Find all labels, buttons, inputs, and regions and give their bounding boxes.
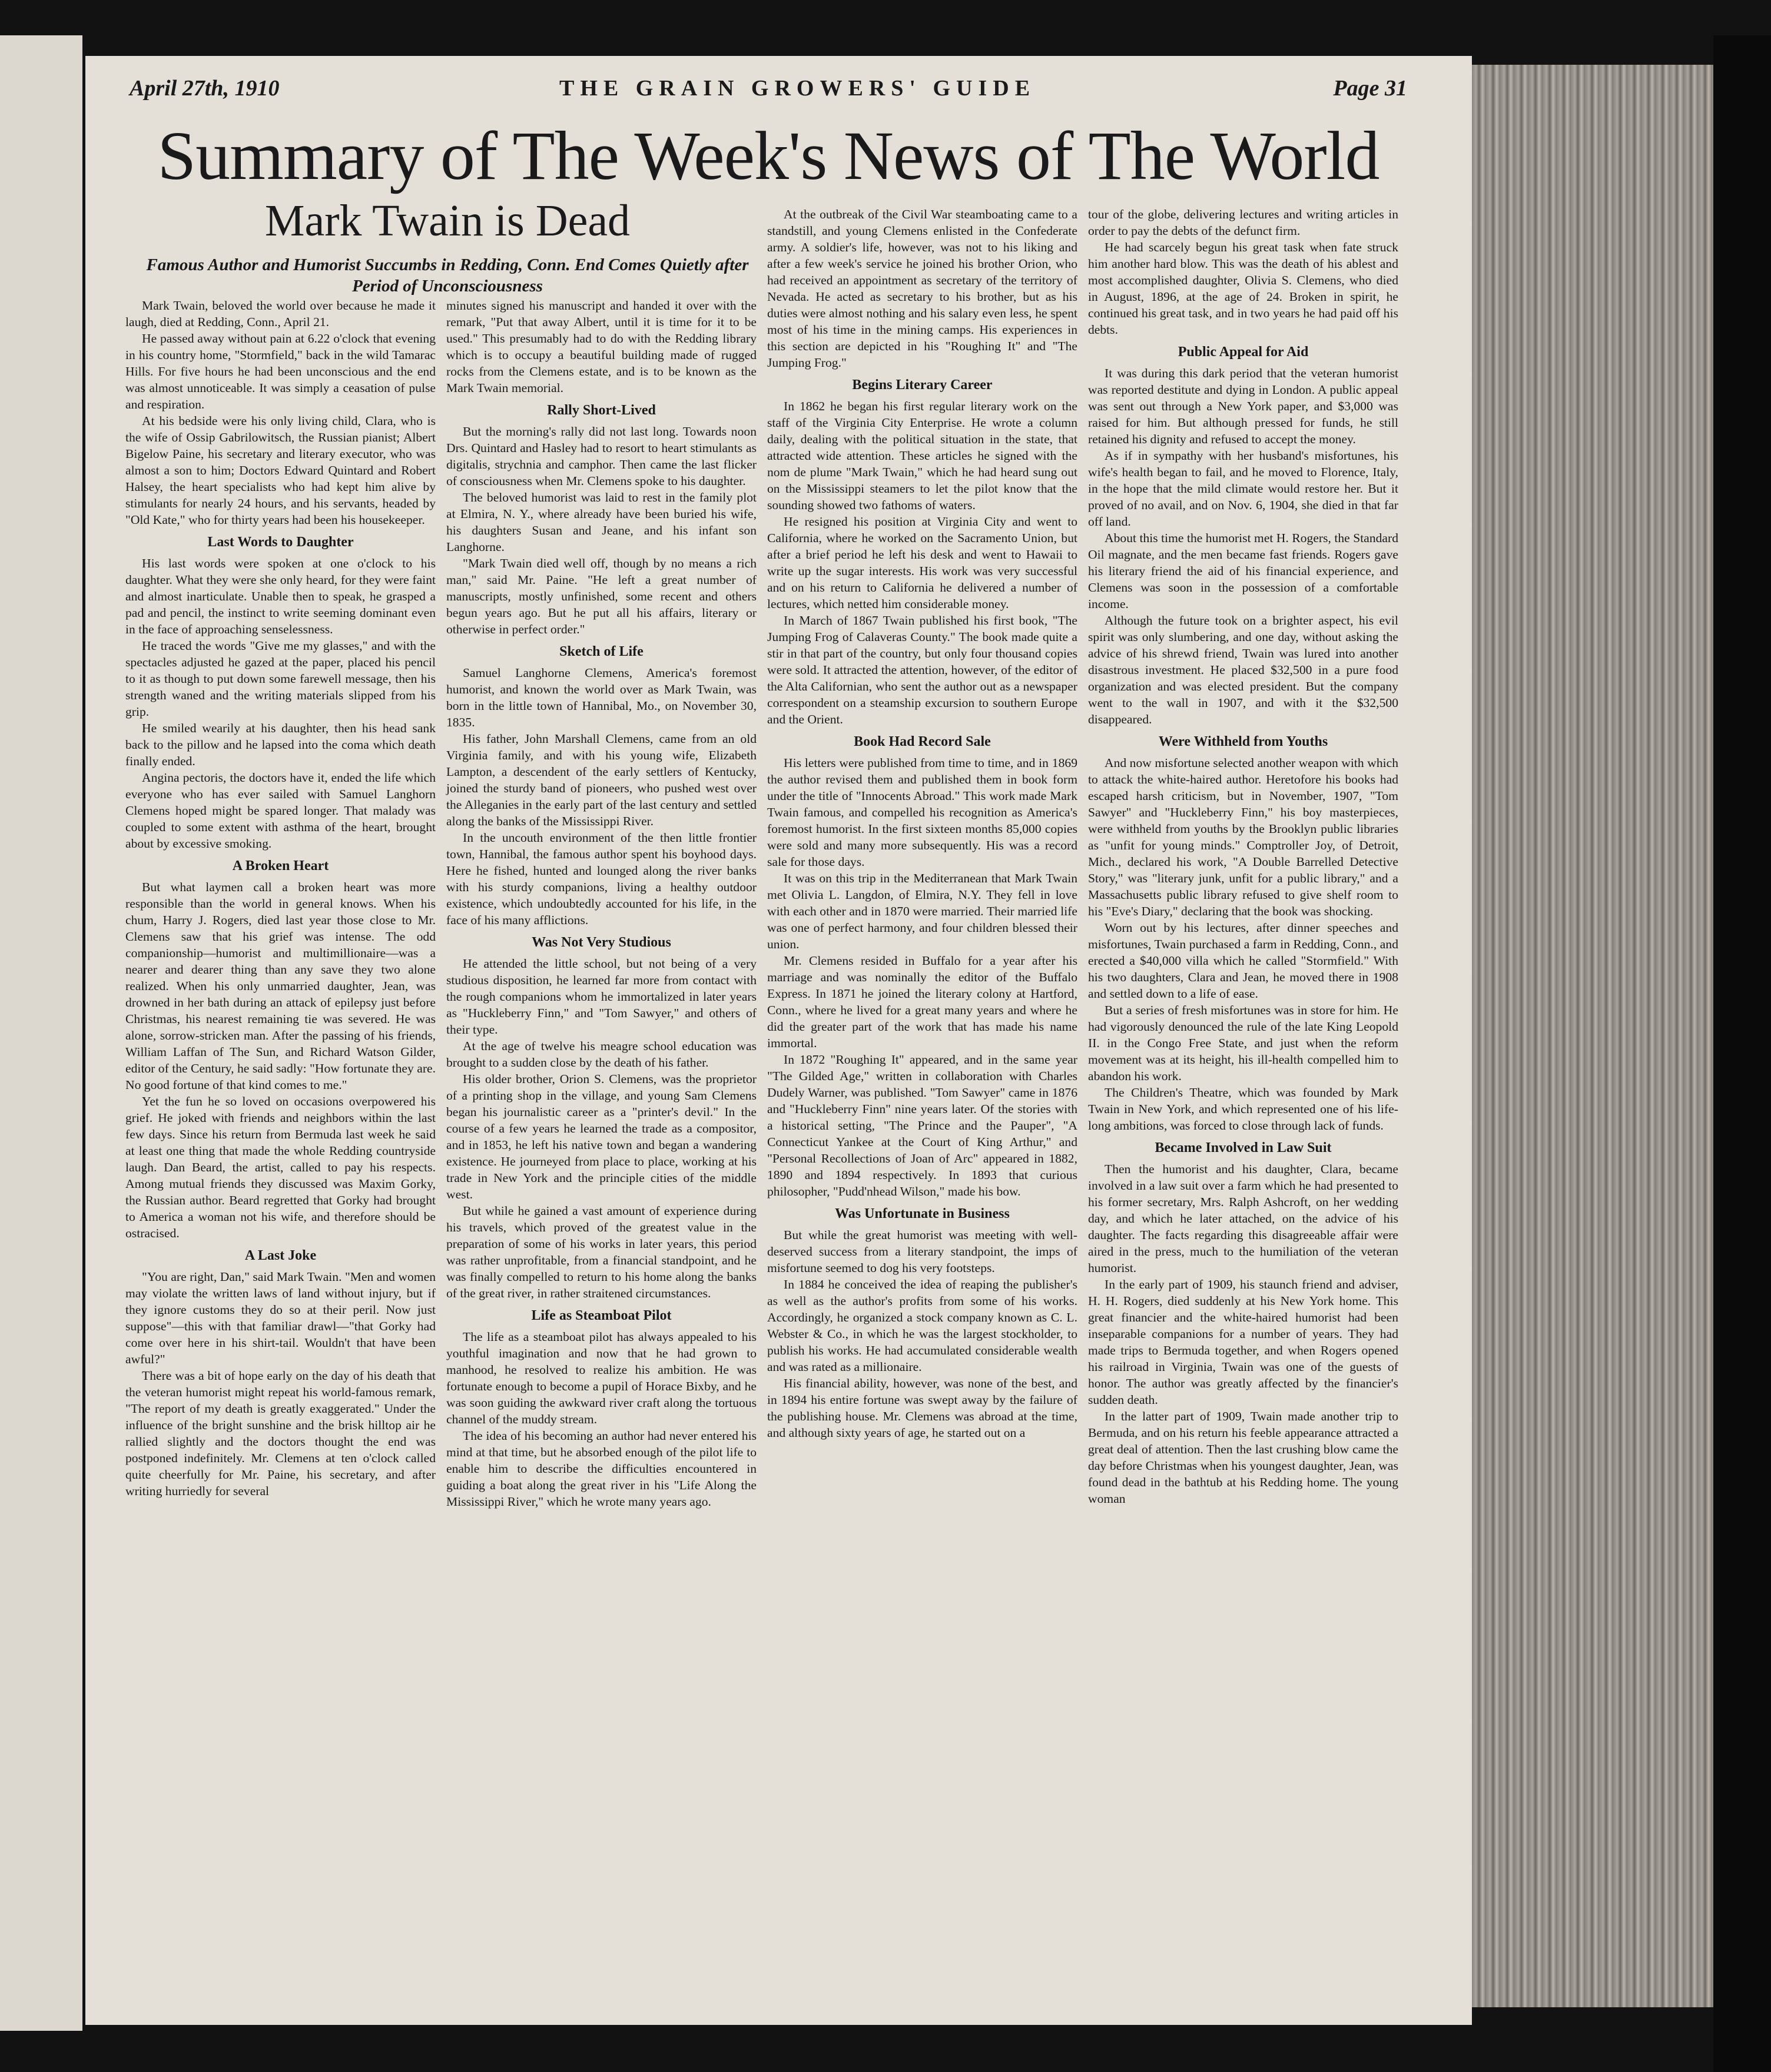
article-headline: Mark Twain is Dead (264, 196, 631, 245)
paragraph: He passed away without pain at 6.22 o'clock that evening in his country home, "Stormfield," back in the wild Tamarac Hills. For five hours he had been unconscious and the end was almost unnoticeable. It was simply a ceasation of pulse and respiration. (125, 331, 436, 411)
adjacent-page-edge (0, 35, 82, 2031)
paragraph: The beloved humorist was laid to rest in the family plot at Elmira, N. Y., where already have been buried his wife, his daughters Susan and Jeane, and his infant son Langhorne. (446, 490, 757, 554)
section-heading: Sketch of Life (559, 644, 644, 659)
paragraph: At the age of twelve his meagre school education was brought to a sudden close by the death of his father. (446, 1039, 757, 1070)
paragraph: But the morning's rally did not last long. Towards noon Drs. Quintard and Hasley had to resort to heart stimulants as digitalis, strychnia and camphor. Then came the last flicker of consciousness when Mr. Clemens spoke to his daughter. (446, 424, 757, 488)
paragraph: It was during this dark period that the veteran humorist was reported destitute and dying in London. A public appeal was sent out through a New York paper, and $3,000 was raised for him. But although pressed for funds, he still retained his dignity and refused to accept the money. (1088, 366, 1398, 446)
paragraph: Mr. Clemens resided in Buffalo for a year after his marriage and was nominally the editor of the Buffalo Express. In 1871 he joined the literary colony at Hartford, Conn., where he lived for a great many years and where he did the greater part of the work that has made his name immortal. (767, 954, 1077, 1050)
paragraph: At the outbreak of the Civil War steamboating came to a standstill, and young Clemens enlisted in the Confederate army. A soldier's life, however, was not to his liking and after a few week's service he joined his brother Orion, who had received an appointment as secretary of the territory of Nevada. He acted as secretary to his brother, but as his duties were almost nothing and his salary even less, he spent most of his time in the mining camps. His experiences in this section are depicted in his "Roughing It" and "The Jumping Frog." (767, 207, 1077, 370)
paragraph: At his bedside were his only living child, Clara, who is the wife of Ossip Gabrilowitsch, the Russian pianist; Albert Bigelow Paine, his secretary and literary executor, who was almost a son to him; Doctors Edward Quintard and Robert Halsey, the heart specialists who had kept him alive by stimulants for nearly 24 hours, and his servants, headed by "Old Kate," who for thirty years had been his housekeeper. (125, 414, 436, 527)
paragraph: Then the humorist and his daughter, Clara, became involved in a law suit over a farm which he had presented to his former secretary, Mrs. Ralph Ashcroft, on her wedding day, and which he later attached, on the advice of his daughter. The facts regarding this disagreeable affair were aired in the press, much to the humiliation of the veteran humorist. (1088, 1162, 1398, 1275)
paragraph: As if in sympathy with her husband's misfortunes, his wife's health began to fail, and he moved to Florence, Italy, in the hope that the mild climate would restore her. But it proved of no avail, and on Nov. 6, 1904, she died in that far off land. (1088, 449, 1398, 529)
paragraph: The idea of his becoming an author had never entered his mind at that time, but he absorbed enough of the pilot life to enable him to describe the difficulties encountered in guiding a boat along the great river in his "Life Along the Mississippi River," which he wrote many years ago. (446, 1429, 757, 1509)
section-heading: A Last Joke (244, 1248, 317, 1263)
text-column-2 (446, 297, 757, 1510)
header-date: April 27th, 1910 (130, 76, 280, 101)
paragraph: Yet the fun he so loved on occasions overpowered his grief. He joked with friends and neighbors within the last few days. Since his return from Bermuda last week he said at least one thing that made the whole Redding countryside laugh. Dan Beard, the artist, called to pay his respects. Among mutual friends they discussed was Maxim Gorky, the Russian author. Beard regretted that Gorky had brought to America a woman not his wife, and therefore should be ostracised. (125, 1094, 436, 1240)
paragraph: In 1872 "Roughing It" appeared, and in the same year "The Gilded Age," written in collaboration with Charles Dudely Warner, was published. "Tom Sawyer" came in 1876 and "Huckleberry Finn" nine years later. Of the stories with a historical setting, "The Prince and the Pauper", "A Connecticut Yankee at the Court of King Arthur," and "Personal Recollections of Joan of Arc" appeared in 1882, 1890 and 1894 respectively. In 1893 that curious philosopher, "Pudd'nhead Wilson," made his bow. (767, 1052, 1077, 1198)
running-header (130, 75, 1407, 111)
section-heading: Was Not Very Studious (532, 935, 671, 950)
page-banner-headline: Summary of The Week's News of The World (157, 117, 1379, 194)
section-heading: Begins Literary Career (852, 377, 993, 393)
paragraph: But what laymen call a broken heart was more responsible than the world in general knows. When his chum, Harry J. Rogers, died last year those close to Mr. Clemens saw that his grief was intense. The odd companionship—humorist and multimillionaire—was a nearer and dearer thing than any save they two alone realized. When his only unmarried daughter, Jean, was drowned in her bath during an attack of epilepsy just before Christmas, his nearest remaining tie was severed. He was alone, sorrow-stricken man. After the passing of his friends, William Laffan of The Sun, and Richard Watson Gilder, editor of the Century, he said sadly: "How fortunate they are. No good fortune of that kind comes to me." (125, 880, 436, 1092)
section-heading: Book Had Record Sale (854, 734, 991, 749)
paragraph: His letters were published from time to time, and in 1869 the author revised them and published them in book form under the title of "Innocents Abroad." This work made Mark Twain famous, and compelled his recognition as America's foremost humorist. In the first sixteen months 85,000 copies were sold and many more subsequently. His was a record sale for those days. (767, 756, 1077, 869)
paragraph: In March of 1867 Twain published his first book, "The Jumping Frog of Calaveras County." The book made quite a stir in that part of the country, but only four thousand copies were sold. It attracted the attention, however, of the editor of the Alta Californian, who sent the author out as a newspaper correspondent on a steamship excursion to southern Europe and the Orient. (767, 613, 1077, 726)
paragraph: "Mark Twain died well off, though by no means a rich man," said Mr. Paine. "He left a great number of manuscripts, mostly unfinished, some recent and others begun years ago. But he put all his affairs, literary or otherwise in perfect order." (446, 556, 757, 636)
paragraph: And now misfortune selected another weapon with which to attack the white-haired author. Heretofore his books had escaped harsh criticism, but in November, 1907, "Tom Sawyer" and "Huckleberry Finn," his boy masterpieces, were withheld from youths by the Brooklyn public libraries as "unfit for young minds." Comptroller Joy, of Detroit, Mich., declared his work, "A Double Barrelled Detective Story," was "literary junk, unfit for a public library," and a Massachusetts public library refused to give shelf room to his "Eve's Diary," declaring that the book was shocking. (1088, 756, 1398, 918)
paragraph: He had scarcely begun his great task when fate struck him another hard blow. This was the death of his ablest and most accomplished daughter, Olivia S. Clemens, who died in August, 1896, at the age of 24. Broken in spirit, he continued his great task, and in two years he had paid off his debts. (1088, 240, 1398, 337)
text-column-4 (1088, 206, 1398, 1507)
paragraph: In 1862 he began his first regular literary work on the staff of the Virginia City Enterprise. He wrote a column daily, dealing with the political situation in the state, that attracted wide attention. These articles he signed with the nom de plume "Mark Twain," which he had heard sung out on the Mississippi steamers to let the pilot know that the sounding showed two fathoms of waters. (767, 399, 1077, 512)
paragraph: His financial ability, however, was none of the best, and in 1894 his entire fortune was swept away by the failure of the publishing house. Mr. Clemens was abroad at the time, and although sixty years of age, he started out on a (767, 1376, 1077, 1440)
paragraph: His father, John Marshall Clemens, came from an old Virginia family, and with his young wife, Elizabeth Lampton, a descendent of the early settlers of Kentucky, joined the sturdy band of pioneers, who pushed west over the Alleganies in the early part of the last century and settled along the banks of the Mississippi River. (446, 732, 757, 828)
section-heading: Rally Short-Lived (547, 403, 656, 418)
section-heading: Public Appeal for Aid (1178, 344, 1309, 360)
paragraph: His last words were spoken at one o'clock to his daughter. What they were she only heard, for they were faint and almost inarticulate. Unable then to speak, he grasped a pad and pencil, the instinct to write seeming dominant even in the face of approaching senselessness. (125, 556, 436, 636)
paragraph: It was on this trip in the Mediterranean that Mark Twain met Olivia L. Langdon, of Elmira, N.Y. They fell in love with each other and in 1870 were married. Their married life was one of perfect harmony, and four children blessed their union. (767, 871, 1077, 951)
paragraph: His older brother, Orion S. Clemens, was the proprietor of a printing shop in the village, and young Sam Clemens began his journalistic career as a "printer's devil." In the course of a few years he learned the trade as a compositor, and in 1853, he left his native town and began a wandering existence. He journeyed from place to place, working at his trade in New York and the principle cities of the middle west. (446, 1072, 757, 1201)
dark-background (1713, 35, 1771, 2072)
paragraph: "You are right, Dan," said Mark Twain. "Men and women may violate the written laws of land without injury, but if they ignore customs they do so at their peril. Now just suppose"—this with that familiar drawl—"that Gorky had come over here in his shirt-tail. Wouldn't that have been awful?" (125, 1270, 436, 1366)
paragraph: Mark Twain, beloved the world over because he made it laugh, died at Redding, Conn., April 21. (125, 298, 436, 329)
paragraph: He traced the words "Give me my glasses," and with the spectacles adjusted he gazed at the paper, placed his pencil to it as though to put down some farewell message, then his strength waned and the writing materials slipped from his grip. (125, 639, 436, 719)
paragraph: Samuel Langhorne Clemens, America's foremost humorist, and known the world over as Mark Twain, was born in the little town of Hannibal, Mo., on November 30, 1835. (446, 666, 757, 729)
paragraph: tour of the globe, delivering lectures and writing articles in order to pay the debts of the defunct firm. (1088, 207, 1398, 238)
paragraph: The Children's Theatre, which was founded by Mark Twain in New York, and which represented one of his life-long ambitions, was forced to close through lack of funds. (1088, 1085, 1398, 1133)
paragraph: In the early part of 1909, his staunch friend and adviser, H. H. Rogers, died suddenly at his New York home. This great financier and the white-haired humorist had been inseparable companions for a number of years. They had made trips to Bermuda together, and when Rogers opened his railroad in Virginia, Twain was one of the guests of honor. The author was greatly affected by the financier's sudden death. (1088, 1277, 1398, 1407)
header-publication: THE GRAIN GROWERS' GUIDE (559, 76, 1036, 101)
text-column-1 (125, 297, 436, 1499)
section-heading: Became Involved in Law Suit (1155, 1140, 1332, 1155)
section-heading: A Broken Heart (232, 858, 329, 874)
paragraph: Angina pectoris, the doctors have it, ended the life which everyone who has ever sailed with Samuel Langhorn Clemens hoped might be spared longer. That malady was coupled to some extent with asthma of the heart, brought about by excessive smoking. (125, 771, 436, 851)
section-heading: Were Withheld from Youths (1158, 734, 1328, 749)
section-heading: Last Words to Daughter (207, 534, 354, 550)
paragraph: There was a bit of hope early on the day of his death that the veteran humorist might repeat his world-famous remark, "The report of my death is greatly exaggerated." Under the influence of the bright sunshine and the brisk hilltop air he rallied slightly and the doctors thought the end was postponed indefinitely. Mr. Clemens at ten o'clock called quite cheerfully for Mr. Paine, his secretary, and after writing hurriedly for several (125, 1369, 436, 1498)
paragraph: But while he gained a vast amount of experience during his travels, which proved of the greatest value in the preparation of some of his works in later years, this period was rather unprofitable, from a financial standpoint, and he was finally compelled to return to his home along the banks of the great river, in rather straitened circumstances. (446, 1204, 757, 1300)
paragraph: In 1884 he conceived the idea of reaping the publisher's as well as the author's profits from some of his works. Accordingly, he organized a stock company known as C. L. Webster & Co., in which he was the largest stockholder, to publish his works. He had accumulated considerable wealth and was rated as a millionaire. (767, 1277, 1077, 1374)
section-heading: Was Unfortunate in Business (835, 1206, 1010, 1221)
paragraph: In the uncouth environment of the then little frontier town, Hannibal, the famous author spent his boyhood days. Here he fished, hunted and lounged along the river banks with his sturdy companions, living a healthy outdoor existence, which undoubtedly accounted for his life, in the face of his many afflictions. (446, 831, 757, 927)
paragraph: He attended the little school, but not being of a very studious disposition, he learned far more from contact with the rough companions whom he immortalized in later years as "Huckleberry Finn," and "Tom Sawyer," and others of their type. (446, 957, 757, 1037)
section-heading: Life as Steamboat Pilot (531, 1308, 672, 1323)
article-subheadline: Famous Author and Humorist Succumbs in Redding, Conn. End Comes Quietly after Period of Unconsciousness (146, 255, 749, 295)
paragraph: In the latter part of 1909, Twain made another trip to Bermuda, and on his return his feeble appearance attracted a great deal of attention. Then the last crushing blow came the day before Christmas when his youngest daughter, Jean, was found dead in the bathtub at his Redding home. The young woman (1088, 1409, 1398, 1506)
paragraph: He resigned his position at Virginia City and went to California, where he worked on the Sacramento Union, but after a brief period he left his desk and went to Hawaii to write up the sugar interests. His work was very successful and on his return to California he delivered a number of lectures, which netted him considerable money. (767, 514, 1077, 611)
text-column-3 (767, 206, 1077, 1441)
paragraph: He smiled wearily at his daughter, then his head sank back to the pillow and he lapsed into the coma which death finally ended. (125, 721, 436, 768)
paragraph: But while the great humorist was meeting with well-deserved success from a literary standpoint, the imps of misfortune seemed to dog his very footsteps. (767, 1228, 1077, 1275)
book-spine-page-edges (1472, 65, 1713, 2007)
paragraph: About this time the humorist met H. Rogers, the Standard Oil magnate, and the men became fast friends. Rogers gave his literary friend the aid of his financial experience, and Clemens was soon in the possession of a comfortable income. (1088, 531, 1398, 611)
header-page-number: Page 31 (1333, 76, 1407, 101)
paragraph: Worn out by his lectures, after dinner speeches and misfortunes, Twain purchased a farm in Redding, Conn., and erected a $40,000 villa which he called "Stormfield." With his two daughters, Clara and Jean, he moved there in 1908 and settled down to a life of ease. (1088, 921, 1398, 1001)
paragraph: Although the future took on a brighter aspect, his evil spirit was only slumbering, and one day, without asking the advice of his shrewd friend, Twain was lured into another disastrous investment. He placed $32,500 in a pure food organization and was elected president. But the company went to the wall in 1907, and with it the $32,500 disappeared. (1088, 613, 1398, 726)
paragraph: The life as a steamboat pilot has always appealed to his youthful imagination and now that he had grown to manhood, he resolved to realize his ambition. He was fortunate enough to become a pupil of Horace Bixby, and he was soon guiding the awkward river craft along the tortuous channel of the muddy stream. (446, 1330, 757, 1426)
paragraph: But a series of fresh misfortunes was in store for him. He had vigorously denounced the rule of the late King Leopold II. in the Congo Free State, and just when the reform movement was at its height, his ill-health compelled him to abandon his work. (1088, 1003, 1398, 1083)
paragraph: minutes signed his manuscript and handed it over with the remark, "Put that away Albert, until it is time for it to be used." This presumably had to do with the Redding library which is to occupy a beautiful building made of rugged rocks from the Clemens estate, and is to be known as the Mark Twain memorial. (446, 298, 757, 395)
